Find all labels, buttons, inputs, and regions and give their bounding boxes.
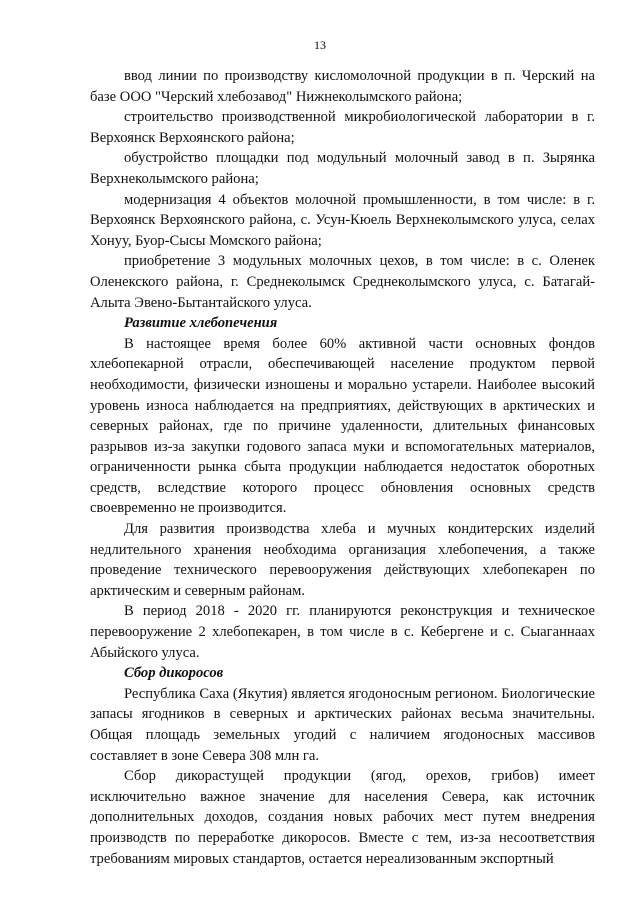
paragraph-verkhoyansk-lab: строительство производственной микробиологической лаборатории в г. Верхоянск Верхоянского района; [90, 109, 595, 146]
paragraph-bakery-assets: В настоящее время более 60% активной части основных фондов хлебопекарной отрасли, обеспечивающей население продуктом первой необходимости, физически изношены и морально устарели. Наиболее высокий уровень износа наблюдается на предприятиях, действующих в арктических и северных районах, где по причине удаленности, длительных финансовых разрывов из-за закупки годового запаса муки и вспомогательных материалов, ограниченности рынка сбыта продукции наблюдается недостаток оборотных средств, вследствие которого процесс обновления основных средств своевременно не производится. [90, 335, 595, 517]
paragraph-dairy-modernization: модернизация 4 объектов молочной промышленности, в том числе: в г. Верхоянск Верхоянского района, с. Усун-Кюель Верхнеколымского улуса, селах Хонуу, Буор-Сысы Момского района; [90, 191, 595, 249]
paragraph-bakery-plans: В период 2018 - 2020 гг. планируются реконструкция и техническое перевооружение 2 хлебопекарен, в том числе в с. Кебергене и с. Сыаганнаах Абыйского улуса. [90, 603, 595, 661]
heading-bakery-development: Развитие хлебопечения [124, 315, 278, 332]
paragraph-wild-products: Сбор дикорастущей продукции (ягод, орехов, грибов) имеет исключительно важное значение для населения Севера, как источник дополнительных доходов, создания новых рабочих мест путем внедрения производств по переработке дикоросов. Вместе с тем, из-за несоответствия требованиям мировых стандартов, остается нереализованным экспортный [90, 768, 595, 867]
document-body [90, 66, 595, 869]
paragraph-bakery-needs: Для развития производства хлеба и мучных кондитерских изделий недлительного хранения необходима организация хлебопечения, а также проведение технического перевооружения действующих хлебопекарен по арктическим и северным районам. [90, 521, 595, 599]
heading-wild-harvest: Сбор дикоросов [124, 665, 224, 682]
paragraph-zyryanka-site: обустройство площадки под модульный молочный завод в п. Зырянка Верхнеколымского района; [90, 150, 595, 187]
paragraph-modular-shops: приобретение 3 модульных молочных цехов, в том числе: в с. Оленек Оленекского района, г. Среднеколымск Среднеколымского улуса, с. Батагай-Алыта Эвено-Бытантайского улуса. [90, 253, 595, 311]
page-number: 13 [314, 38, 326, 52]
paragraph-berry-region: Республика Саха (Якутия) является ягодоносным регионом. Биологические запасы ягодников в северных и арктических районах весьма значительны. Общая площадь земельных угодий с наличием ягодоносных массивов составляет в зоне Севера 308 млн га. [90, 685, 595, 764]
paragraph-cherskiy-line: ввод линии по производству кисломолочной продукции в п. Черский на базе ООО "Черский хлебозавод" Нижнеколымского района; [90, 68, 595, 105]
